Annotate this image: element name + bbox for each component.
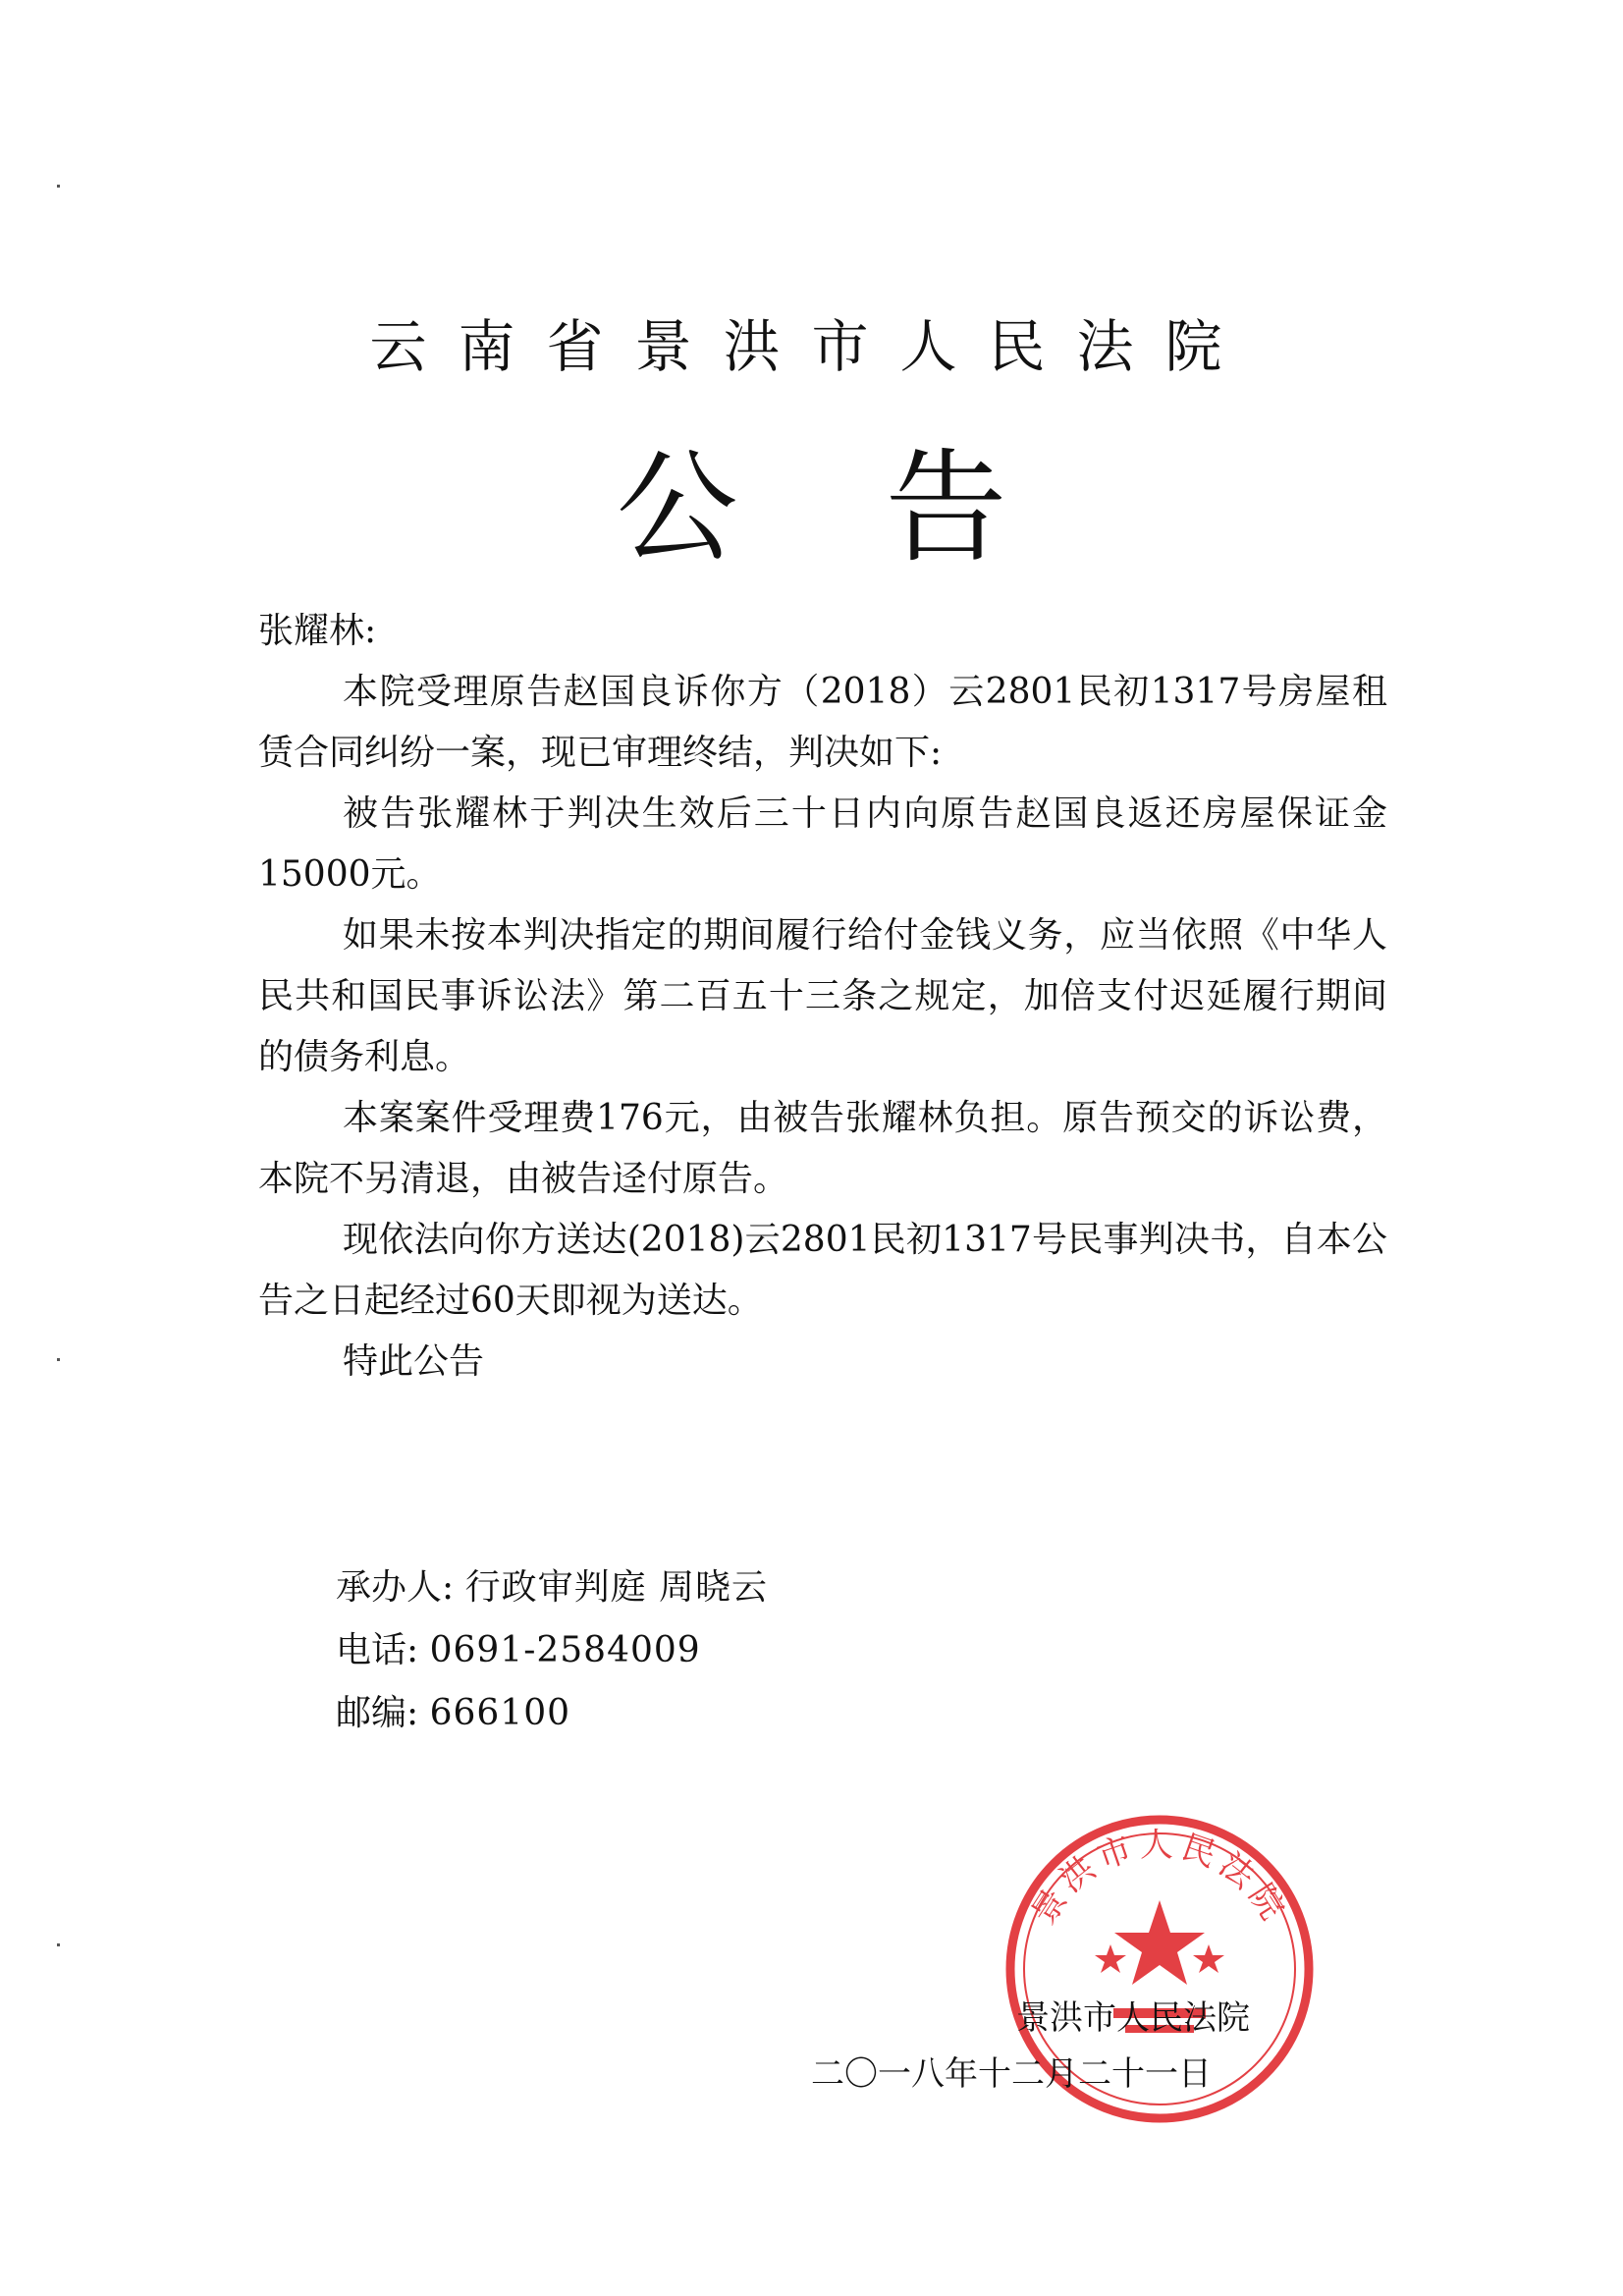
phone-value: 0691-2584009 [429,1630,701,1670]
phone-line [336,1619,768,1682]
postcode-value: 666100 [429,1693,571,1733]
phone-label: 电话: [336,1630,419,1670]
paragraph-fee: 本案案件受理费176元，由被告张耀林负担。原告预交的诉讼费，本院不另清退，由被告迳付原告。 [258,1098,1387,1199]
postcode-line [336,1682,768,1745]
paragraph-judgment: 被告张耀林于判决生效后三十日内向原告赵国良返还房屋保证金15000元。 [258,793,1387,895]
paragraph-service: 现依法向你方送达(2018)云2801民初1317号民事判决书，自本公告之日起经过60天即视为送达。 [258,1220,1387,1321]
notice-title: 公告 [616,438,1155,579]
handler-label: 承办人: [336,1567,455,1608]
handler-value: 行政审判庭 周晓云 [464,1567,769,1608]
scan-mark [57,185,60,188]
contact-block [336,1557,768,1745]
paragraph-closing: 特此公告 [343,1341,485,1382]
signature-date: 二〇一八年十二月二十一日 [811,2054,1212,2094]
court-name: 云南省景洪市人民法院 [369,313,1254,380]
handler-line [336,1557,768,1619]
scan-mark [57,1943,60,1946]
notice-body [258,601,1387,1393]
star-icon [1114,1900,1205,1985]
paragraph-interest: 如果未按本判决指定的期间履行给付金钱义务，应当依照《中华人民共和国民事诉讼法》第二百五十三条之规定，加倍支付迟延履行期间的债务利息。 [258,915,1387,1077]
addressee: 张耀林: [258,611,377,651]
seal-text: 景洪市人民法院 [1024,1826,1295,1932]
scan-mark [57,1358,60,1361]
postcode-label: 邮编: [336,1693,419,1733]
signature-court: 景洪市人民法院 [1016,1998,1250,2038]
paragraph-case: 本院受理原告赵国良诉你方（2018）云2801民初1317号房屋租赁合同纠纷一案，现已审理终结，判决如下: [258,672,1387,773]
